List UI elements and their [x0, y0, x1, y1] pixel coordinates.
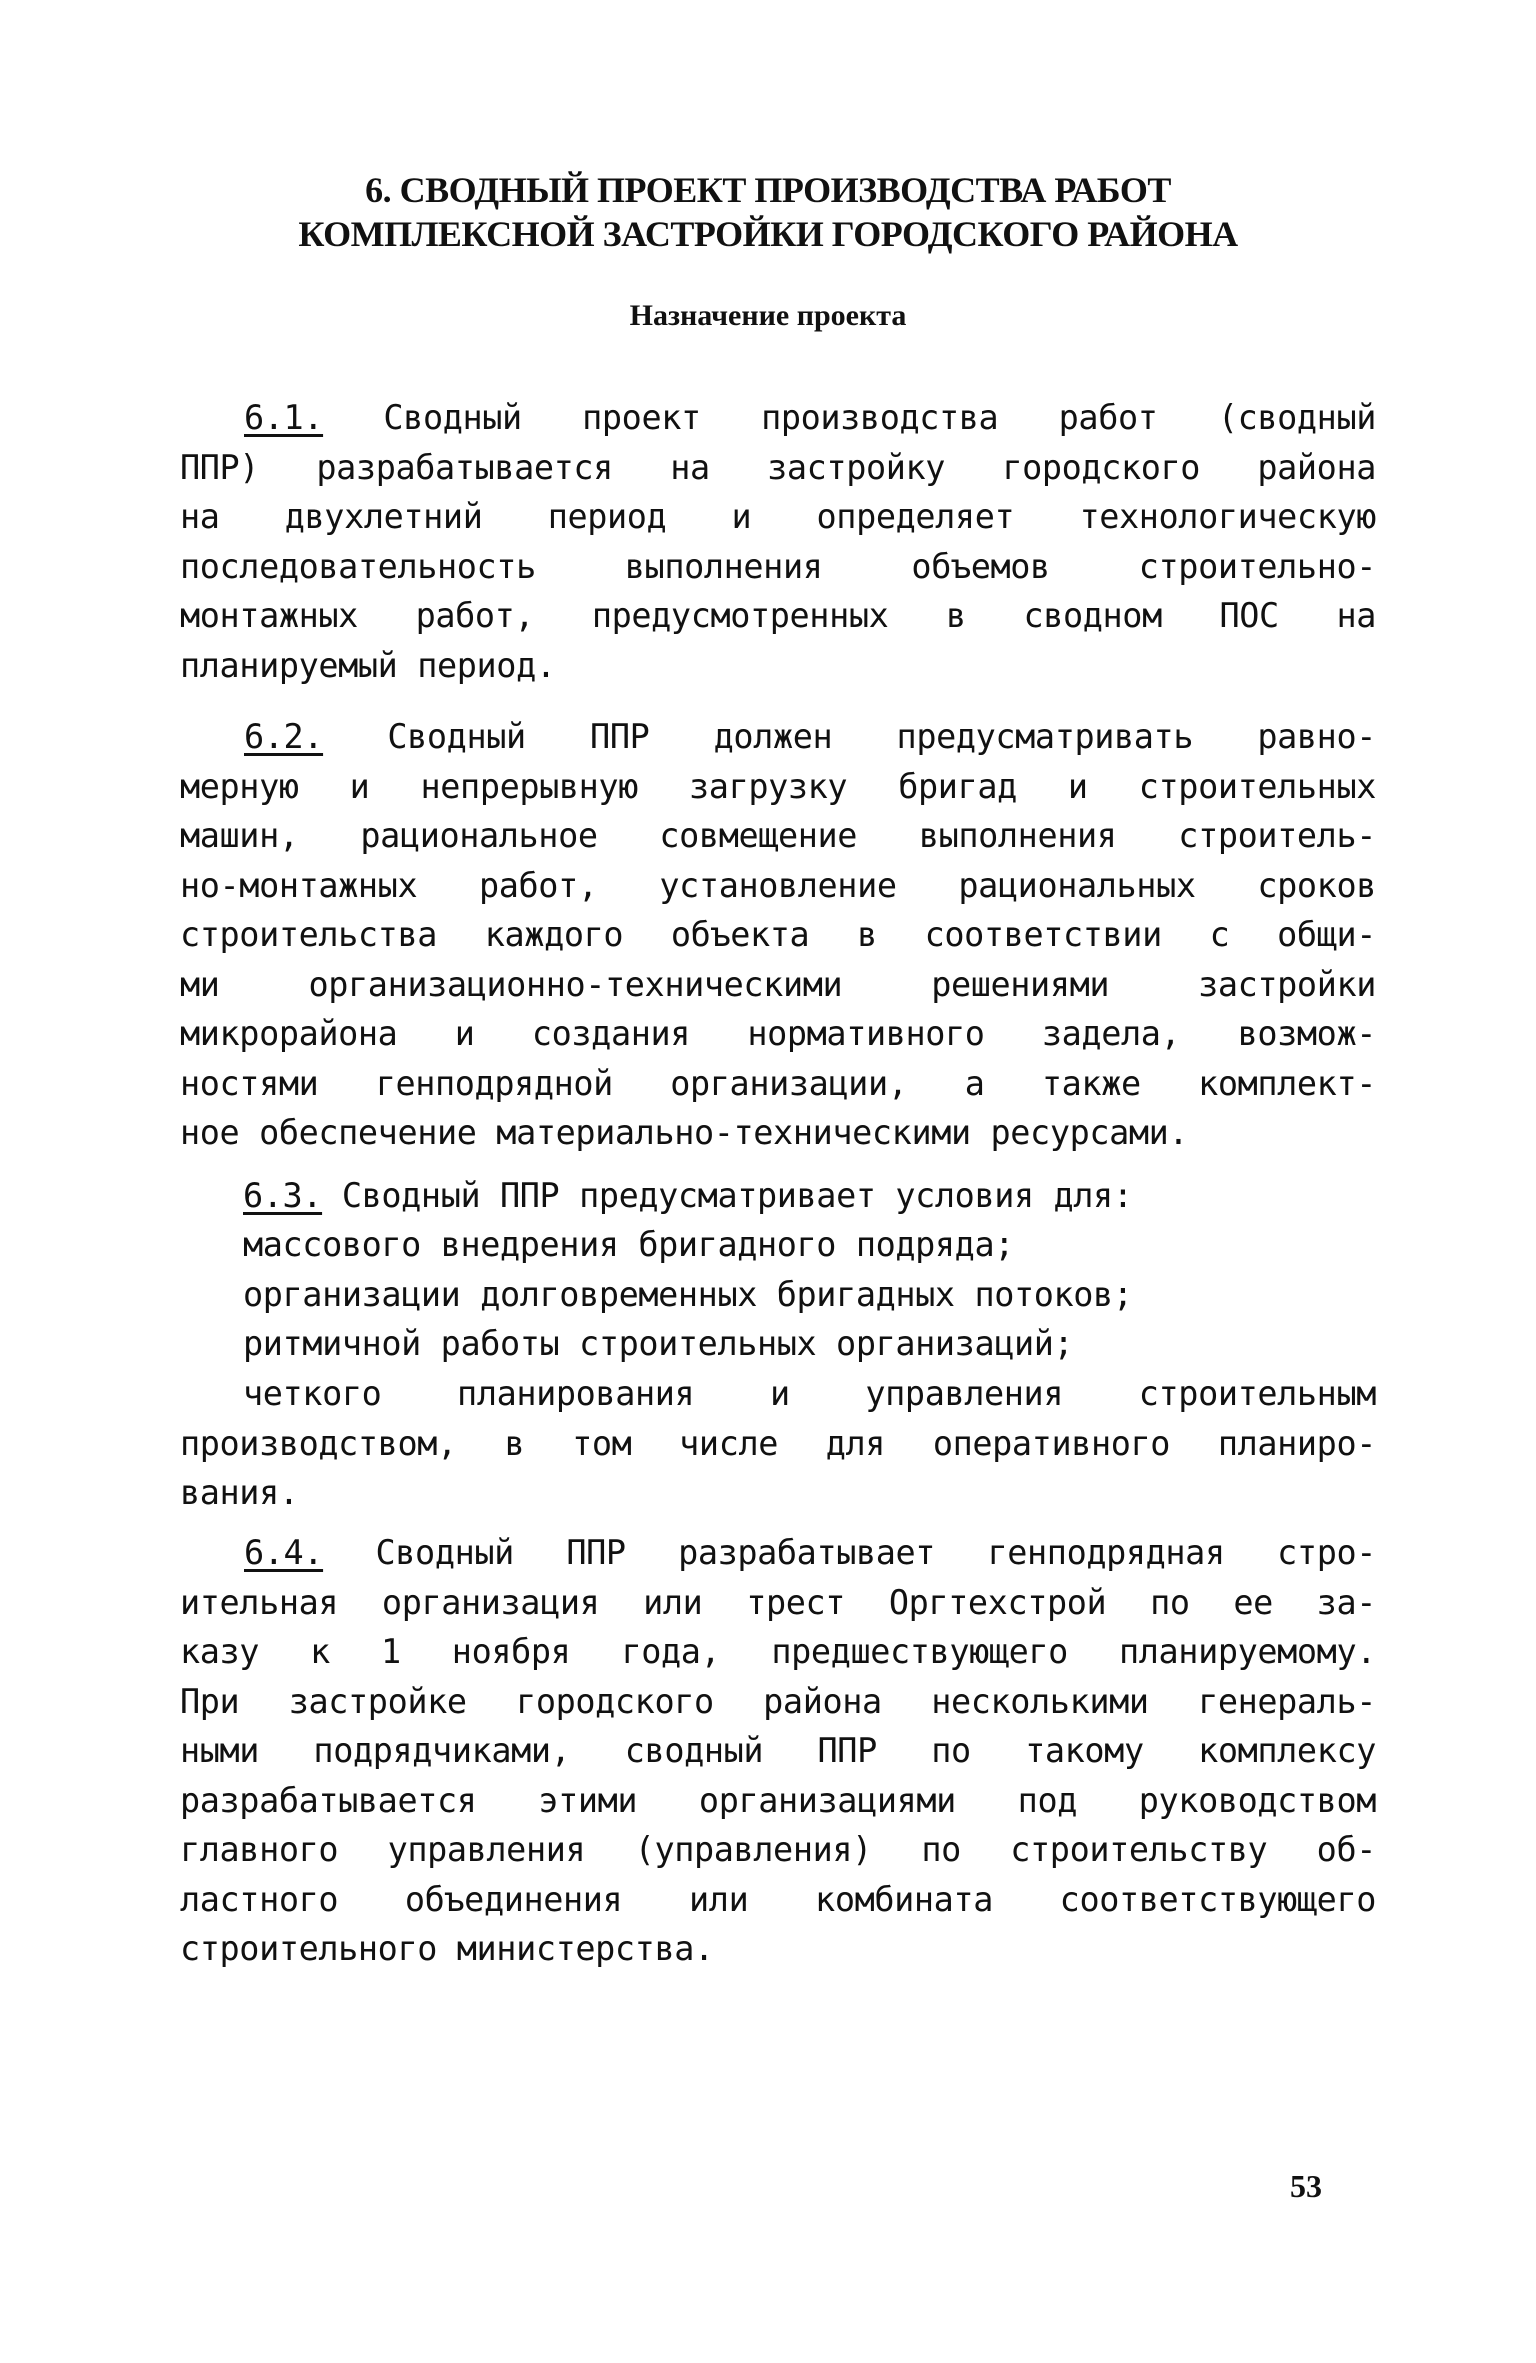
paragraph-line: ными подрядчиками, сводный ППР по такому комплексу: [180, 1731, 1376, 1770]
paragraph-line: 6.4. Сводный ППР разрабатывает генподрядная стро-: [244, 1533, 1376, 1572]
paragraph-line: ластного объединения или комбината соответствующего: [180, 1879, 1376, 1919]
paragraph-line: ное обеспечение материально-техническими ресурсами.: [180, 1113, 1189, 1152]
paragraph-6-1: [180, 393, 1376, 690]
paragraph-line: 6.2. Сводный ППР должен предусматривать равно-: [244, 717, 1376, 756]
paragraph-line: вания.: [180, 1473, 299, 1512]
list-item: массового внедрения бригадного подряда;: [243, 1225, 1014, 1264]
section-heading-line-2: КОМПЛЕКСНОЙ ЗАСТРОЙКИ ГОРОДСКОГО РАЙОНА: [298, 214, 1238, 254]
page-number: 53: [1290, 2168, 1322, 2204]
paragraph-line: мерную и непрерывную загрузку бригад и строительных: [180, 766, 1376, 806]
paragraph-line: казу к 1 ноября года, предшествующего планируемому.: [180, 1632, 1376, 1671]
paragraph-line: четкого планирования и управления строительным: [243, 1374, 1376, 1413]
paragraph-line: При застройке городского района несколькими генераль-: [180, 1681, 1376, 1721]
paragraph-line: но-монтажных работ, установление рациональных сроков: [180, 865, 1376, 905]
paragraph-line: разрабатывается этими организациями под руководством: [180, 1780, 1376, 1820]
paragraph-line: строительного министерства.: [180, 1929, 714, 1968]
paragraph-line: строительства каждого объекта в соответствии с общи-: [180, 915, 1376, 954]
paragraph-line: ми организационно-техническими решениями застройки: [180, 964, 1376, 1004]
paragraph-line: монтажных работ, предусмотренных в сводном ПОС на: [180, 596, 1376, 635]
paragraph-line: главного управления (управления) по строительству об-: [180, 1830, 1376, 1869]
section-heading-line-1: 6. СВОДНЫЙ ПРОЕКТ ПРОИЗВОДСТВА РАБОТ: [365, 170, 1171, 210]
paragraph-line: ностями генподрядной организации, а также комплект-: [180, 1063, 1376, 1103]
paragraph-6-3-tail: [180, 1369, 1376, 1518]
paragraph-line: последовательность выполнения объемов строительно-: [180, 546, 1376, 586]
list-item: ритмичной работы строительных организаций;: [243, 1324, 1074, 1363]
paragraph-number: 6.1.: [244, 398, 324, 437]
paragraph-line: 6.1. Сводный проект производства работ (сводный: [244, 398, 1376, 437]
paragraph-number: 6.4.: [244, 1533, 324, 1572]
paragraph-number: 6.2.: [244, 717, 324, 756]
section-heading: [180, 168, 1356, 256]
paragraph-6-3-intro: 6.3. Сводный ППР предусматривает условия для:: [243, 1176, 1133, 1215]
list-item: организации долговременных бригадных потоков;: [243, 1275, 1133, 1314]
paragraph-number: 6.3.: [243, 1176, 323, 1215]
paragraph-line: планируемый период.: [180, 645, 556, 685]
paragraph-line: машин, рациональное совмещение выполнения строитель-: [180, 816, 1376, 855]
paragraph-6-2: [180, 712, 1376, 1158]
paragraph-line: на двухлетний период и определяет технологическую: [180, 497, 1376, 536]
paragraph-line: микрорайона и создания нормативного задела, возмож-: [180, 1014, 1376, 1053]
paragraph-line: производством, в том числе для оперативного планиро-: [180, 1423, 1376, 1463]
paragraph-line: ительная организация или трест Оргтехстрой по ее за-: [180, 1582, 1376, 1622]
paragraph-6-4: [180, 1528, 1376, 1974]
paragraph-line: ППР) разрабатывается на застройку городского района: [180, 447, 1376, 487]
subsection-heading: Назначение проекта: [629, 299, 907, 332]
